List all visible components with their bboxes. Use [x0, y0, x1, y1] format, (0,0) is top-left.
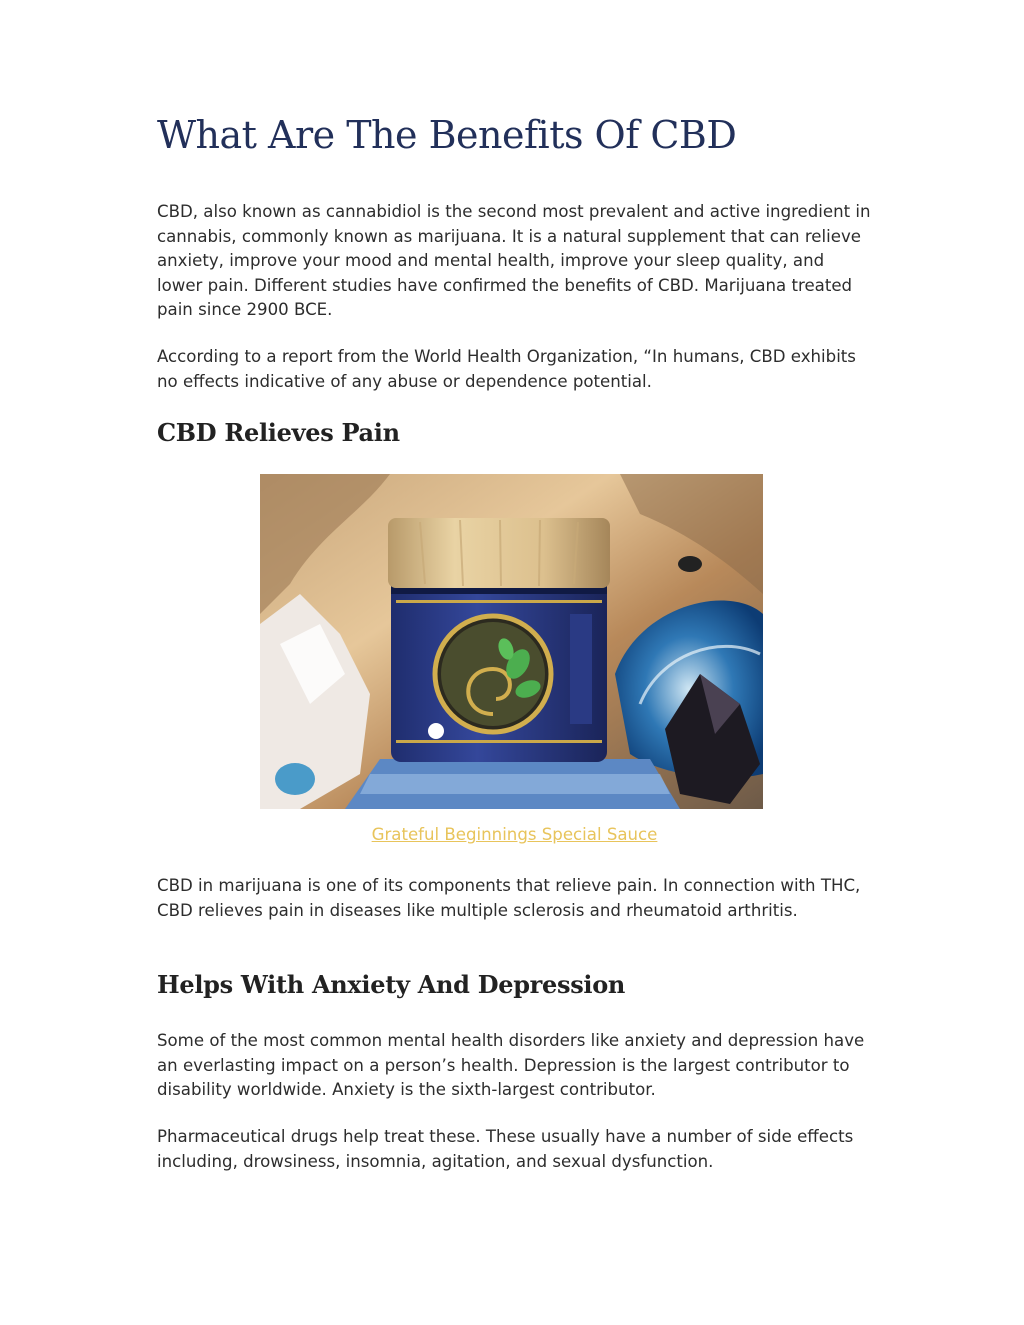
page-title: What Are The Benefits Of CBD	[157, 113, 737, 157]
product-photo	[260, 474, 763, 809]
intro-paragraph: CBD, also known as cannabidiol is the second most prevalent and active ingredient in cannabis, commonly known as marijuana. It is a natural supplement that can relieve anxiety, improve your mood and mental health, improve your sleep quality, and lower pain. Different studies have confirmed the benefits of CBD. Marijuana treated pain since 2900 BCE.	[157, 202, 871, 319]
image-caption-link[interactable]: Grateful Beginnings Special Sauce	[371, 825, 658, 844]
anxiety-paragraph-2: Pharmaceutical drugs help treat these. These usually have a number of side effects including, drowsiness, insomnia, agitation, and sexual dysfunction.	[157, 1127, 854, 1171]
anxiety-paragraph-1: Some of the most common mental health disorders like anxiety and depression have an everlasting impact on a person’s health. Depression is the largest contributor to disability worldwide. Anxiety is the sixth-largest contributor.	[157, 1031, 865, 1099]
heading-anxiety-depression: Helps With Anxiety And Depression	[157, 970, 626, 999]
heading-relieves-pain: CBD Relieves Pain	[157, 418, 400, 447]
cbd-jar-image	[260, 474, 763, 809]
pain-paragraph: CBD in marijuana is one of its components that relieve pain. In connection with THC, CBD relieves pain in diseases like multiple sclerosis and rheumatoid arthritis.	[157, 876, 861, 920]
who-paragraph: According to a report from the World Health Organization, “In humans, CBD exhibits no effects indicative of any abuse or dependence potential.	[157, 347, 856, 391]
